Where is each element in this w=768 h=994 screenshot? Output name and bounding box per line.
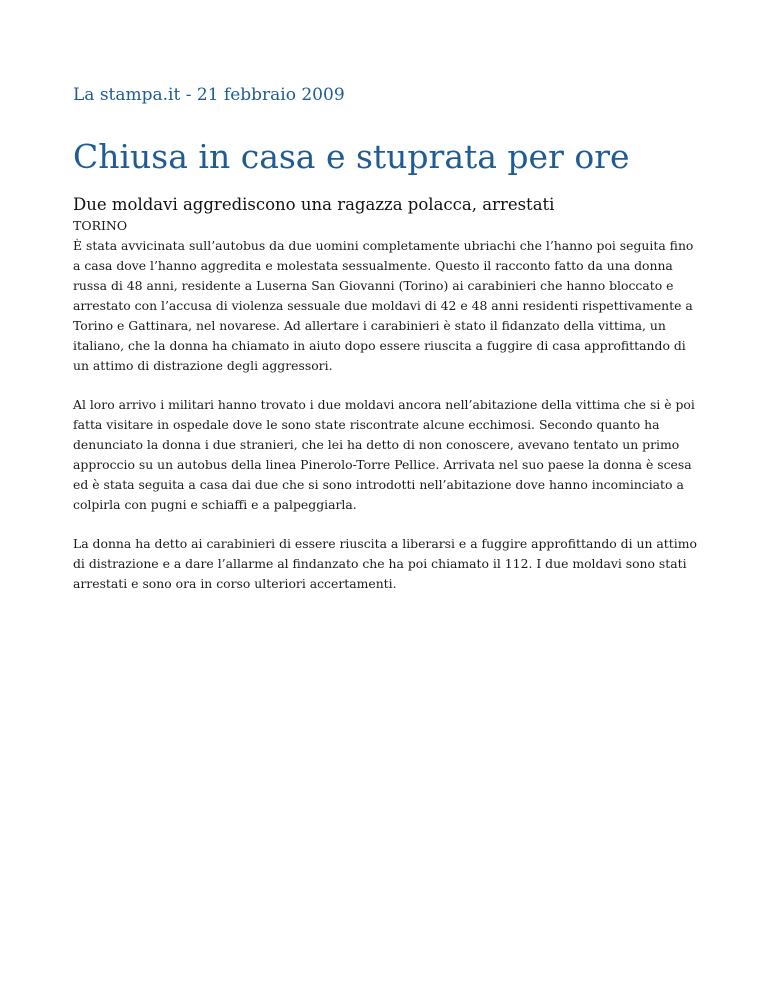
article-paragraph-2: Al loro arrivo i militari hanno trovato i due moldavi ancora nell’abitazione della vittima che si è poi fatta visitare in ospedale dove le sono state riscontrate alcune ecchimosi. Secondo quanto ha denunciato la donna i due stranieri, che lei ha detto di non conoscere, avevano tentato un primo approccio su un autobus della linea Pinerolo-Torre Pellice. Arrivata nel suo paese la donna è scesa ed è stata seguita a casa dai due che si sono introdotti nell’abitazione dove hanno incominciato a colpirla con pugni e schiaffi e a palpeggiarla. <box>73 397 695 512</box>
article-paragraph-1: È stata avvicinata sull’autobus da due uomini completamente ubriachi che l’hanno poi seguita fino a casa dove l’hanno aggredita e molestata sessualmente. Questo il racconto fatto da una donna russa di 48 anni, residente a Luserna San Giovanni (Torino) ai carabinieri che hanno bloccato e arrestato con l’accusa di violenza sessuale due moldavi di 42 e 48 anni residenti rispettivamente a Torino e Gattinara, nel novarese. Ad allertare i carabinieri è stato il fidanzato della vittima, un italiano, che la donna ha chiamato in aiuto dopo essere riuscita a fuggire di casa approfittando di un attimo di distrazione degli aggressori. <box>73 238 694 373</box>
article-body <box>73 236 703 613</box>
article-subtitle: Due moldavi aggrediscono una ragazza polacca, arrestati <box>73 195 555 214</box>
article-dateline: TORINO <box>73 218 128 233</box>
article-source: La stampa.it - 21 febbraio 2009 <box>73 85 345 105</box>
article-paragraph-3: La donna ha detto ai carabinieri di essere riuscita a liberarsi e a fuggire approfittando di un attimo di distrazione e a dare l’allarme al findanzato che ha poi chiamato il 112. I due moldavi sono stati arrestati e sono ora in corso ulteriori accertamenti. <box>73 536 697 591</box>
article-title: Chiusa in casa e stuprata per ore <box>73 137 630 176</box>
